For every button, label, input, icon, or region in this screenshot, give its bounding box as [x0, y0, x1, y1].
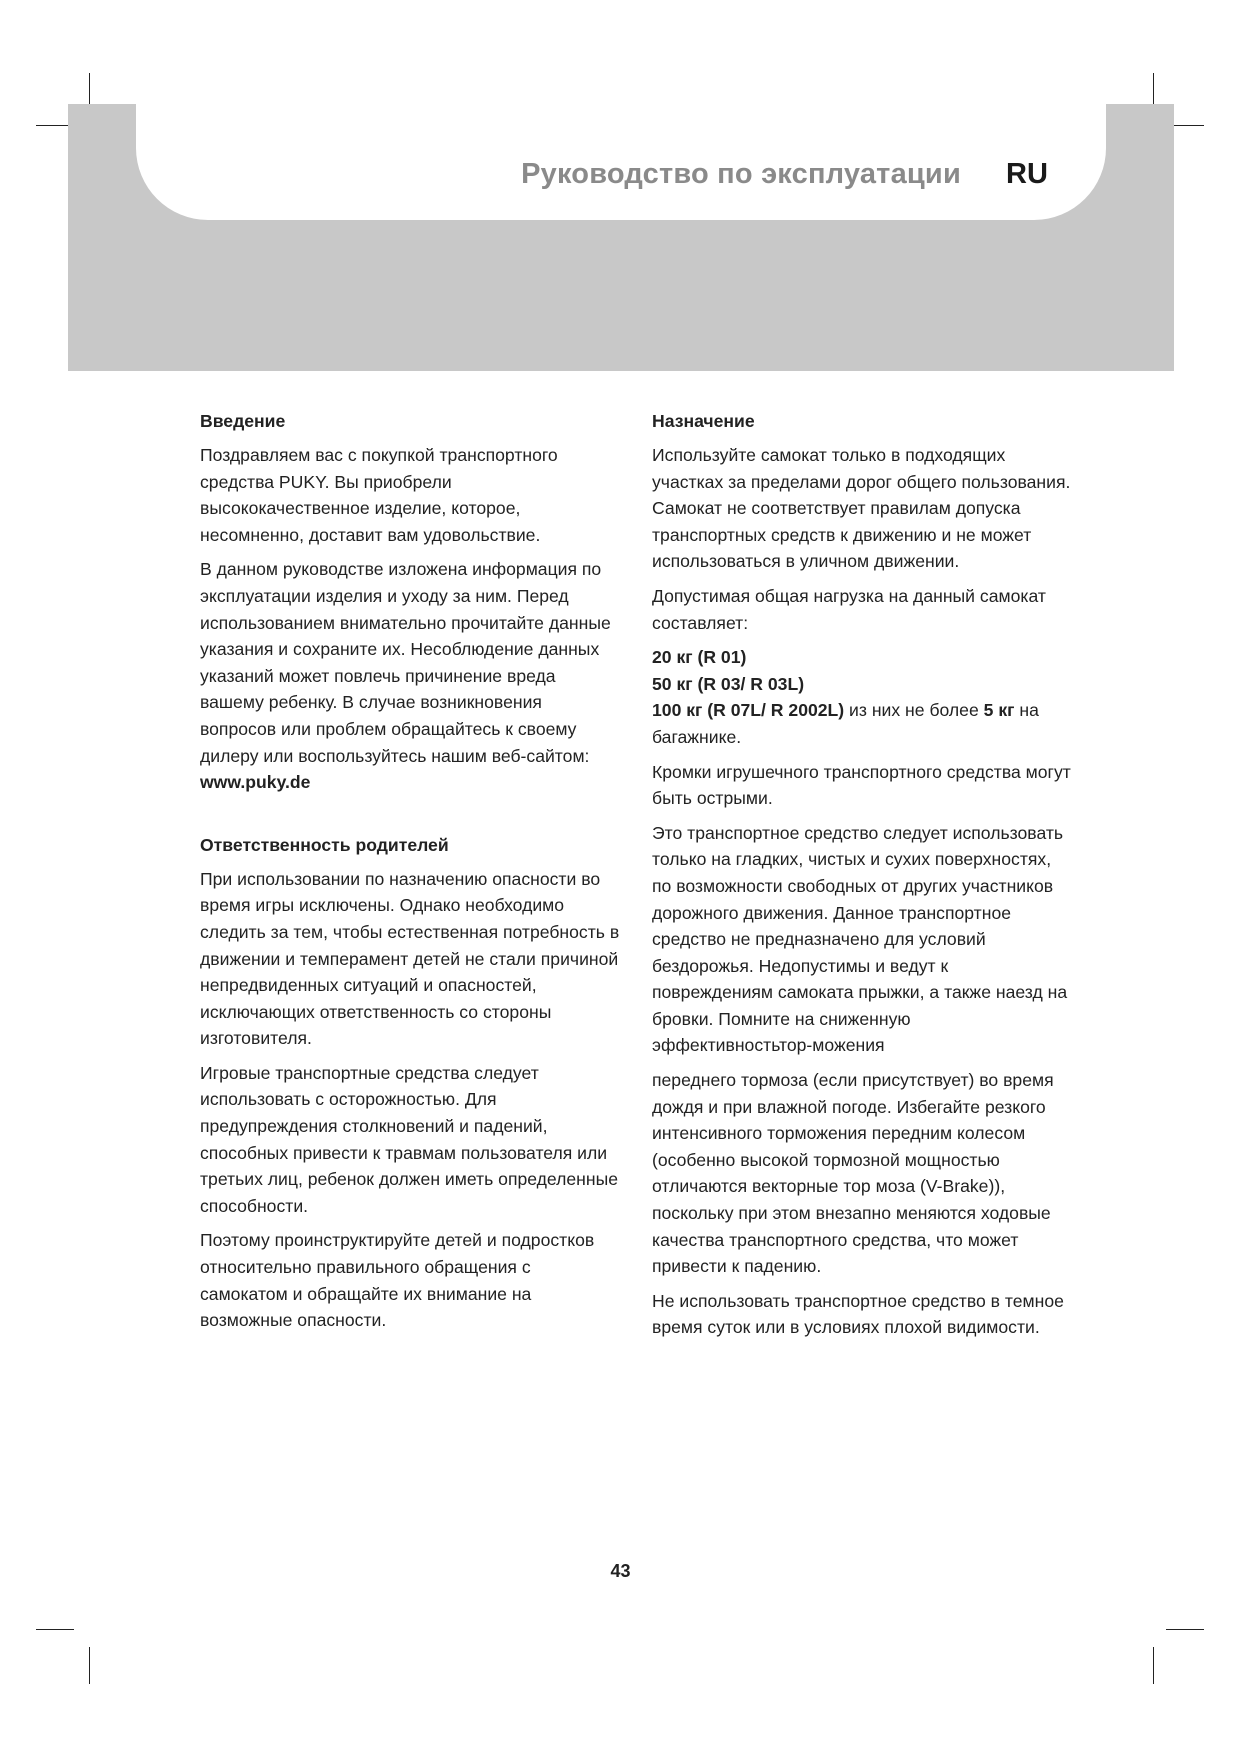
right-column — [652, 408, 1072, 1349]
load-line-3-end: на багажнике. — [652, 700, 1039, 747]
load-line-3-limit: 5 кг — [983, 700, 1015, 721]
responsibility-paragraph-3: Поэтому проинструктируйте детей и подростков относительно правильного обращения с самокатом и обращайте их внимание на возможные опасности. — [200, 1230, 595, 1331]
website-link[interactable]: www.puky.de — [200, 772, 311, 793]
responsibility-paragraph-1: При использовании по назначению опасности во время игры исключены. Однако необходимо следить за тем, чтобы естественная потребность в движении и темперамент детей не стали причиной непредвиденных ситуаций и опасностей, исключающих ответственность со стороны изготовителя. — [200, 868, 620, 1049]
purpose-paragraph-2: Допустимая общая нагрузка на данный самокат составляет: — [652, 585, 1046, 633]
responsibility-paragraph-2: Игровые транспортные средства следует использовать с осторожностью. Для предупреждения столкновений и падений, способных привести к травмам пользователя или третьих лиц, ребенок должен иметь определенные способности. — [200, 1062, 619, 1216]
left-column — [200, 408, 620, 1342]
load-line-2: 50 кг (R 03/ R 03L) — [652, 673, 805, 694]
responsibility-heading: Ответственность родителей — [200, 834, 449, 855]
purpose-heading: Назначение — [652, 411, 755, 431]
purpose-paragraph-3: Кромки игрушечного транспортного средства могут быть острыми. — [652, 761, 1071, 809]
crop-mark-bottom-right-horizontal — [1166, 1629, 1204, 1630]
intro-paragraph-2-text: В данном руководстве изложена информация по эксплуатации изделия и уходу за ним. Перед использованием внимательно прочитайте данные указания и сохраните их. Несоблюдение данных указаний может повлечь причинение вреда вашему ребенку. В случае возникновения вопросов или проблем обращайтесь к своему дилеру или воспользуйтесь нашим веб-сайтом: — [200, 559, 611, 766]
crop-mark-bottom-right-vertical — [1153, 1647, 1154, 1684]
intro-heading: Введение — [200, 411, 286, 431]
intro-paragraph-2 — [200, 556, 620, 795]
crop-mark-bottom-left-vertical — [89, 1647, 90, 1684]
crop-mark-bottom-left-horizontal — [36, 1629, 74, 1630]
load-line-1: 20 кг (R 01) — [652, 647, 747, 668]
section-gap — [200, 804, 620, 832]
purpose-paragraph-1: Используйте самокат только в подходящих участках за пределами дорог общего пользования. Самокат не соответствует правилам допуска транспортных средств к движению и не может использоваться в уличном движении. — [652, 445, 1071, 572]
purpose-paragraph-6: Не использовать транспортное средство в темное время суток или в условиях плохой видимости. — [652, 1290, 1064, 1338]
page-title: Руководство по эксплуатации — [521, 158, 961, 190]
purpose-paragraph-4: Это транспортное средство следует использовать только на гладких, чистых и сухих поверхностях, по возможности свободных от других участников дорожного движения. Данное транспортное средство не предназначено для условий бездорожья. Недопустимы и ведут к повреждениям самоката прыжки, а также наезд на бровки. Помните на сниженную эффективностьтор-можения — [652, 822, 1068, 1056]
language-code: RU — [1006, 158, 1048, 190]
load-line-3 — [652, 697, 1072, 750]
purpose-paragraph-5: переднего тормоза (если присутствует) во время дождя и при влажной погоде. Избегайте резкого интенсивного торможения передним колесом (особенно высокой тормозной мощностью отличаются векторные тор моза (V-Brake)), поскольку при этом внезапно меняются ходовые качества транспортного средства, что может привести к падению. — [652, 1070, 1054, 1277]
page-number: 43 — [610, 1561, 631, 1581]
intro-paragraph-1: Поздравляем вас с покупкой транспортного средства PUKY. Вы приобрели высококачественное изделие, которое, несомненно, доставит вам удовольствие. — [200, 445, 558, 545]
load-line-3-value: 100 кг (R 07L/ R 2002L) — [652, 700, 845, 721]
load-line-3-mid: из них не более — [844, 700, 984, 721]
